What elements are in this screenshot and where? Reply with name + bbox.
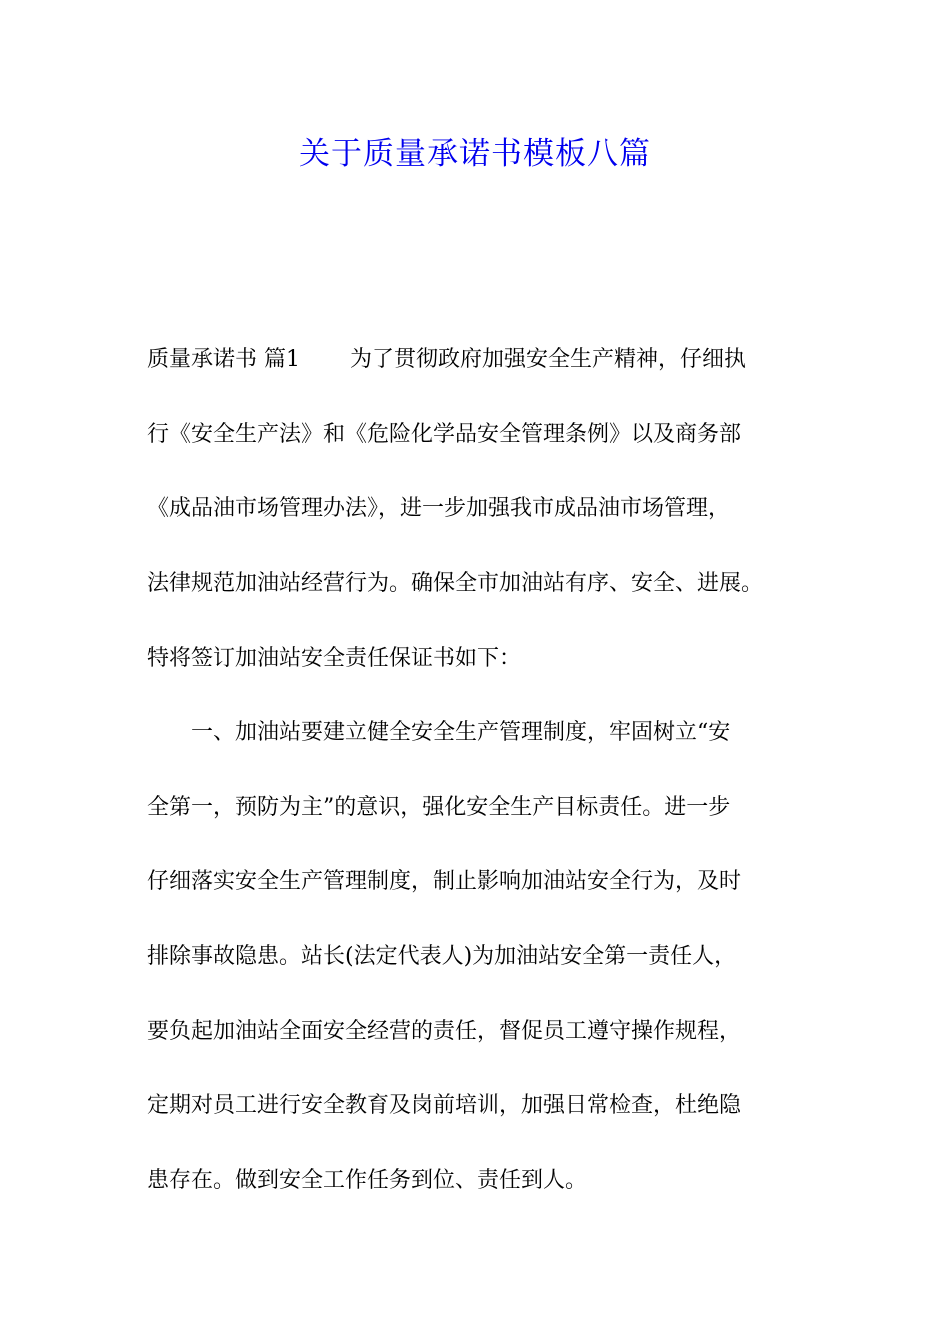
body-line-12: 患存在。做到安全工作任务到位、责任到人。 bbox=[147, 1168, 588, 1193]
body-line-2: 行《安全生产法》和《危险化学品安全管理条例》以及商务部 bbox=[147, 422, 742, 447]
body-line-6: 一、加油站要建立健全安全生产管理制度，牢固树立“安 bbox=[147, 720, 731, 745]
document-title: 关于质量承诺书模板八篇 bbox=[299, 136, 651, 172]
body-line-11: 定期对员工进行安全教育及岗前培训，加强日常检查，杜绝隐 bbox=[147, 1093, 742, 1118]
body-line-1 bbox=[147, 345, 817, 375]
body-line-9: 排除事故隐患。站长(法定代表人)为加油站安全第一责任人， bbox=[147, 944, 737, 969]
body-line-1-text: 为了贯彻政府加强安全生产精神，仔细执 bbox=[350, 347, 747, 372]
body-line-4: 法律规范加油站经营行为。确保全市加油站有序、安全、进展。 bbox=[147, 571, 764, 596]
body-line-5: 特将签订加油站安全责任保证书如下： bbox=[147, 646, 522, 671]
body-line-7: 全第一，预防为主”的意识，强化安全生产目标责任。进一步 bbox=[147, 795, 731, 820]
body-line-3: 《成品油市场管理办法》，进一步加强我市成品油市场管理， bbox=[147, 496, 731, 521]
section-heading: 质量承诺书 篇1 bbox=[147, 347, 300, 372]
body-line-10: 要负起加油站全面安全经营的责任，督促员工遵守操作规程， bbox=[147, 1019, 742, 1044]
body-line-8: 仔细落实安全生产管理制度，制止影响加油站安全行为，及时 bbox=[147, 869, 742, 894]
